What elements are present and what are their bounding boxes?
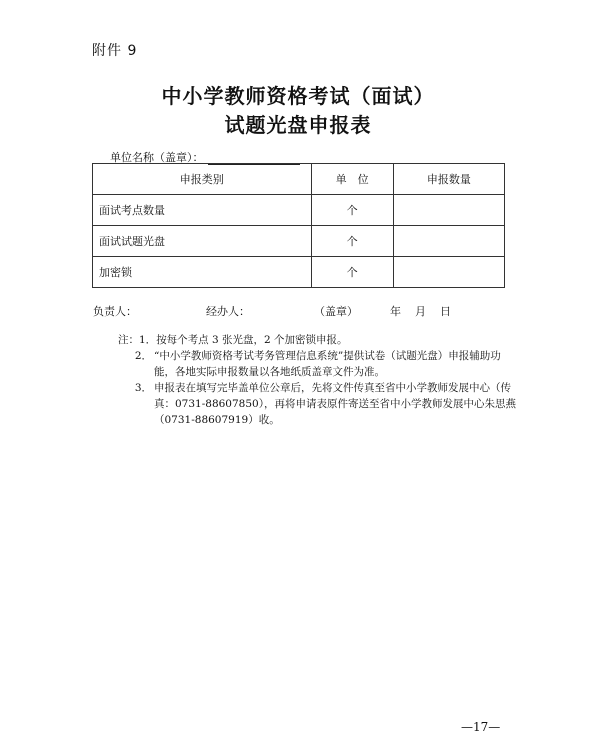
row-quantity-cell[interactable] — [393, 257, 504, 288]
note-item — [118, 332, 518, 348]
header-quantity: 申报数量 — [393, 164, 504, 195]
table-row — [93, 257, 505, 288]
month-label: 月 — [415, 305, 426, 318]
row-category: 加密锁 — [93, 257, 312, 288]
table-row — [93, 226, 505, 257]
row-category: 面试试题光盘 — [93, 226, 312, 257]
row-quantity-cell[interactable] — [393, 226, 504, 257]
note-number: 2． — [134, 350, 152, 362]
note-text: “中小学教师资格考试考务管理信息系统”提供试卷（试题光盘）申报辅助功能，各地实际申报数量以各地纸质盖章文件为准。 — [154, 350, 501, 378]
row-unit: 个 — [311, 195, 393, 226]
row-unit: 个 — [311, 257, 393, 288]
notes — [118, 332, 518, 428]
row-quantity-cell[interactable] — [393, 195, 504, 226]
seal-label: （盖章） — [314, 305, 358, 318]
note-item — [118, 348, 518, 380]
note-number: 1． — [139, 334, 157, 346]
row-category: 面试考点数量 — [93, 195, 312, 226]
header-unit: 单 位 — [311, 164, 393, 195]
year-label: 年 — [390, 305, 401, 318]
row-unit: 个 — [311, 226, 393, 257]
unit-name-label: 单位名称（盖章）： — [110, 151, 204, 164]
day-label: 日 — [440, 305, 451, 318]
report-table — [92, 163, 505, 288]
responsible-label: 负责人： — [93, 305, 137, 318]
signature-row — [0, 303, 596, 319]
page-title: 中小学教师资格考试（面试） — [161, 84, 435, 108]
note-text: 申报表在填写完毕盖单位公章后，先将文件传真至省中小学教师发展中心（传真：0731-88607850），再将申请表原件寄送至省中小学教师发展中心朱思燕（0731-88607919）收。 — [154, 382, 516, 426]
page-number: —17— — [461, 720, 501, 734]
note-text: 按每个考点 3 张光盘，2 个加密锁申报。 — [156, 334, 348, 346]
table-row — [93, 195, 505, 226]
table-header-row — [93, 164, 505, 195]
note-item — [118, 380, 518, 428]
handler-label: 经办人： — [206, 305, 250, 318]
page-subtitle: 试题光盘申报表 — [224, 113, 372, 137]
note-number: 3． — [134, 382, 152, 394]
notes-prefix: 注： — [118, 334, 139, 346]
header-category: 申报类别 — [93, 164, 312, 195]
attachment-label: 附件 9 — [92, 43, 138, 59]
